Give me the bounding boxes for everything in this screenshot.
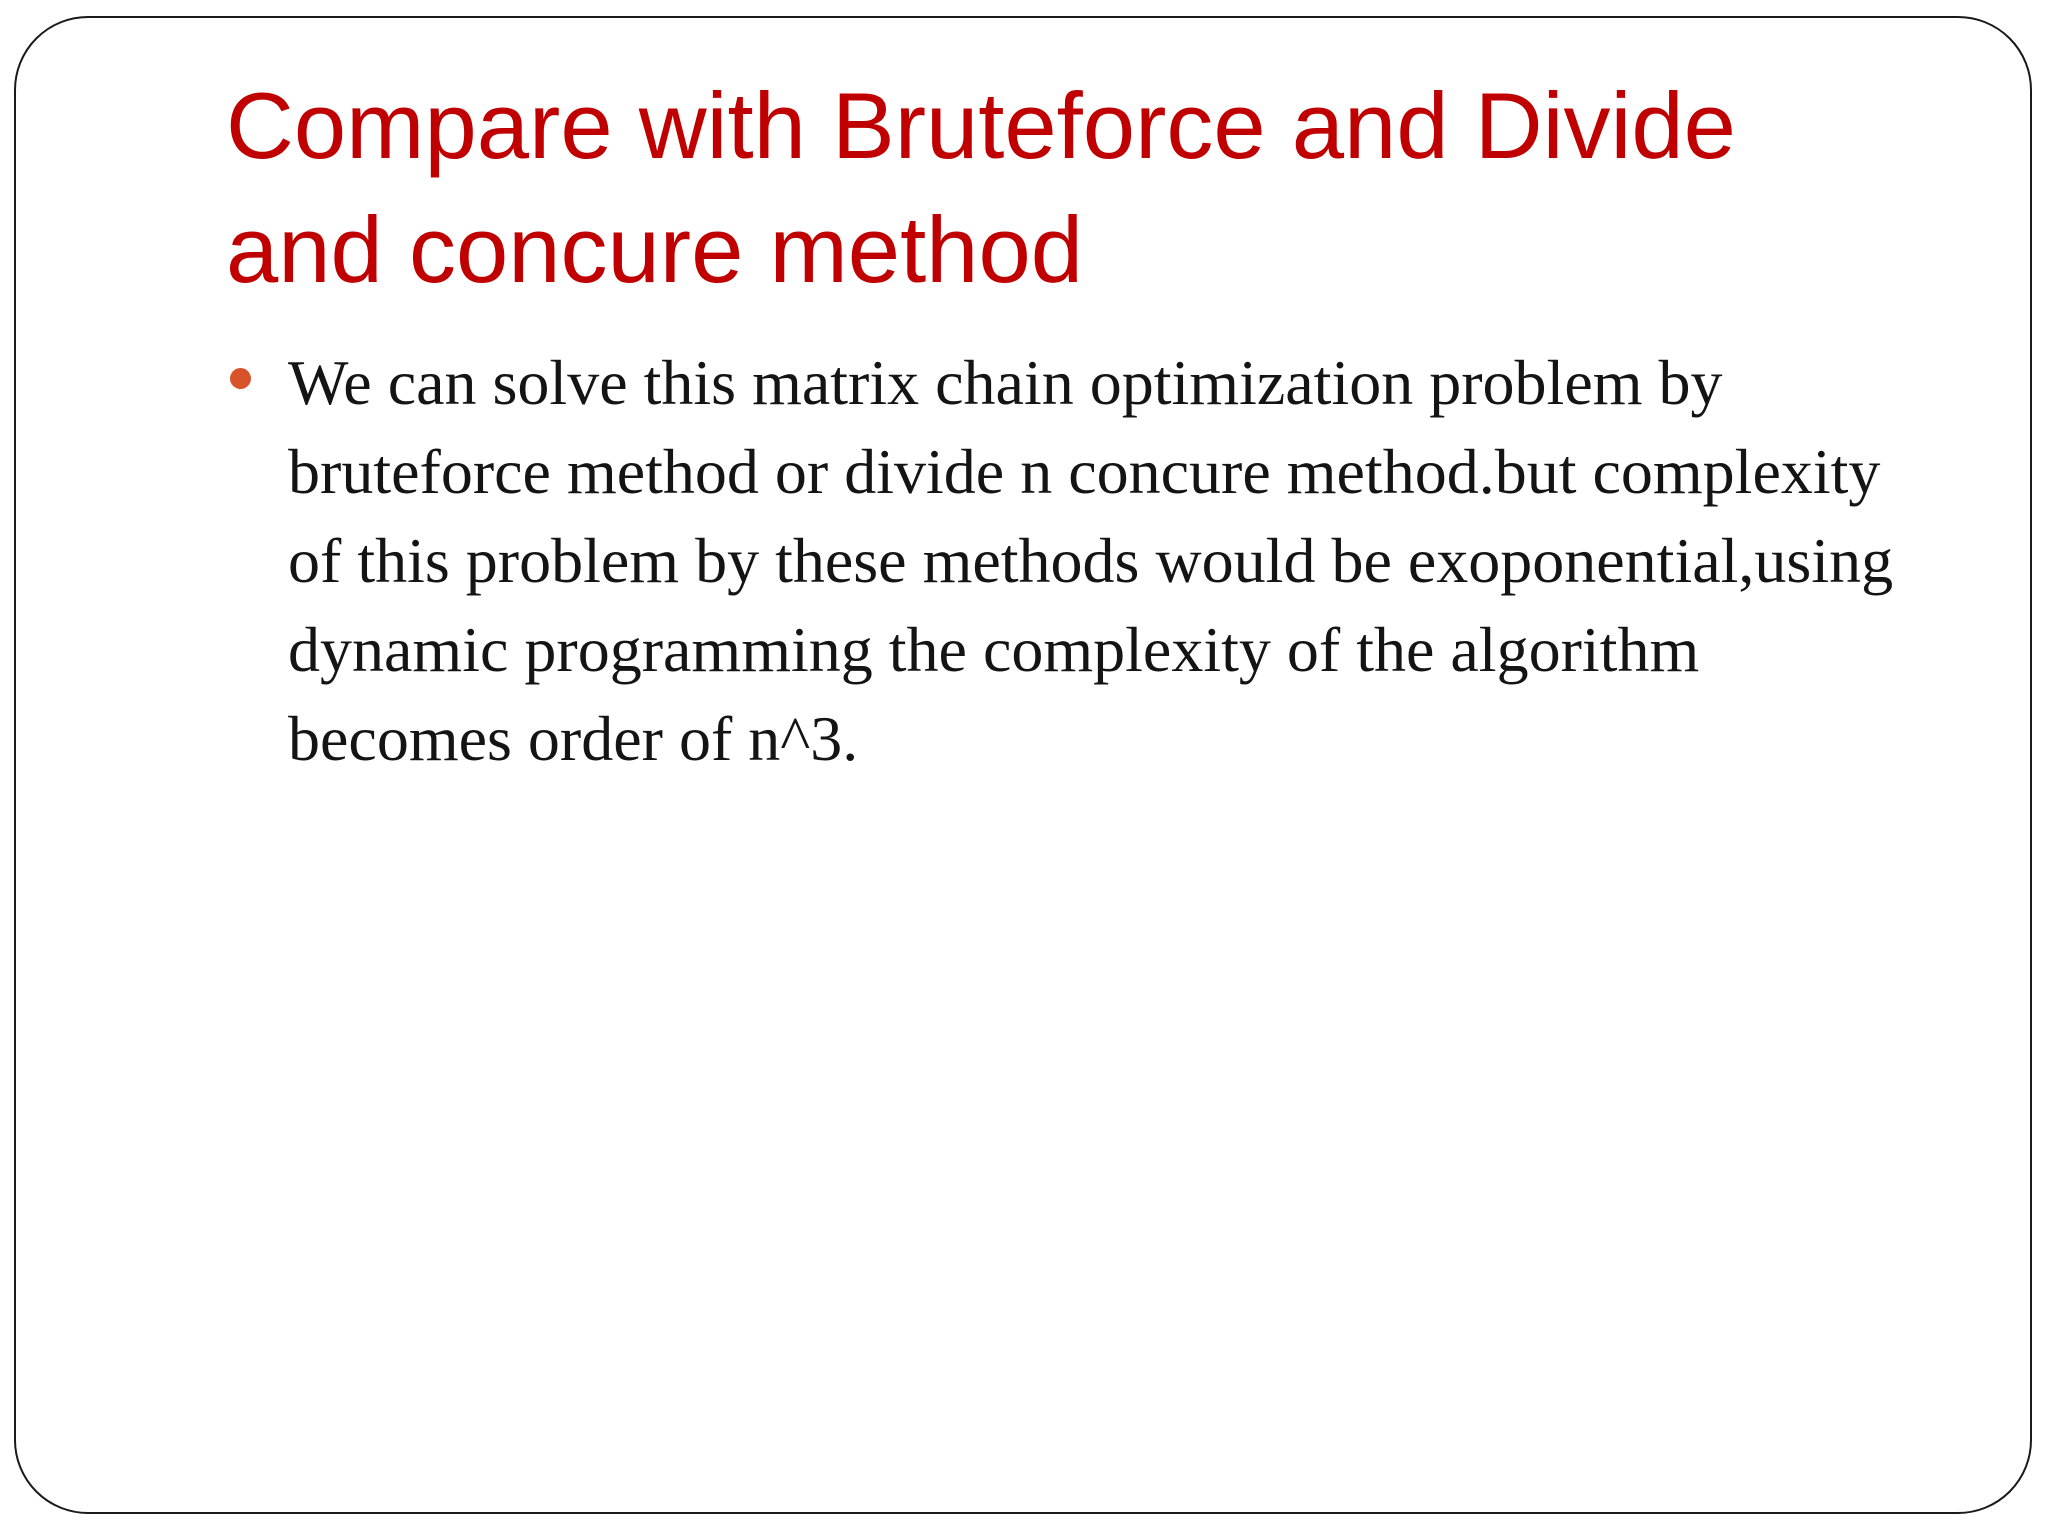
slide-title: Compare with Bruteforce and Divide and concure method xyxy=(226,73,1736,302)
bullet-item xyxy=(226,338,1926,783)
bullet-dot-icon xyxy=(230,368,251,389)
bullet-text: We can solve this matrix chain optimization problem by bruteforce method or divide n concure method.but complexity of this problem by these methods would be exoponential,using dynamic programming the complexity of the algorithm becomes order of n^3. xyxy=(288,347,1894,774)
bullet-list xyxy=(226,338,1926,783)
